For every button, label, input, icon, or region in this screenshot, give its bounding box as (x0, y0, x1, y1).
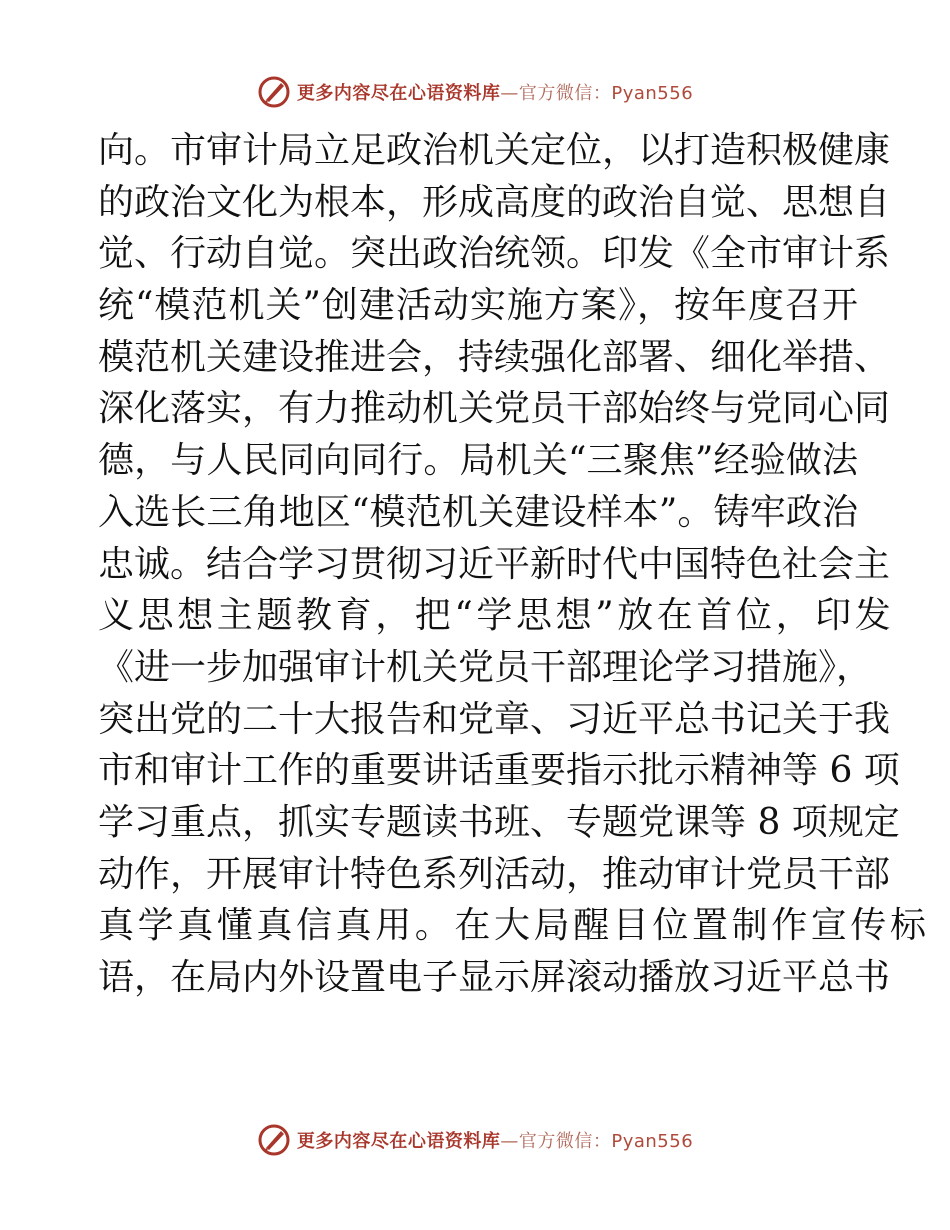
footer-watermark (0, 1120, 950, 1160)
watermark-text (297, 79, 693, 105)
quill-logo-icon (257, 75, 291, 109)
body-line: 语，在局内外设置电子显示屏滚动播放习近平总书 (98, 957, 891, 998)
body-line: 向。市审计局立足政治机关定位，以打造积极健康 (98, 130, 891, 171)
watermark-wechat-id: Pyan556 (611, 1131, 694, 1152)
body-line: 觉、行动自觉。突出政治统领。印发《全市审计系 (98, 233, 891, 275)
body-line: 突出党的二十大报告和党章、习近平总书记关于我 (98, 698, 891, 740)
watermark-separator: —官方微信： (500, 1131, 612, 1152)
body-line: 德，与人民同向同行。局机关“三聚焦”经验做法 (98, 440, 858, 482)
body-line: 模范机关建设推进会，持续强化部署、细化举措、 (98, 336, 891, 378)
quill-logo-icon (257, 1123, 291, 1157)
body-line: 真学真懂真信真用。在大局醒目位置制作宣传标 (98, 905, 930, 947)
watermark-separator: —官方微信： (500, 83, 612, 104)
body-line: 学习重点，抓实专题读书班、专题党课等 8 项规定 (98, 801, 900, 843)
body-line: 《进一步加强审计机关党员干部理论学习措施》， (98, 646, 873, 688)
watermark-main: 更多内容尽在心语资料库 (296, 83, 501, 104)
body-line: 的政治文化为根本，形成高度的政治自觉、思想自 (98, 181, 891, 223)
body-line: 入选长三角地区“模范机关建设样本”。铸牢政治 (98, 491, 858, 533)
body-line: 统“模范机关”创建活动实施方案》，按年度召开 (98, 285, 858, 327)
watermark-wechat-id: Pyan556 (611, 83, 694, 104)
header-watermark (0, 72, 950, 112)
body-line: 深化落实，有力推动机关党员干部始终与党同心同 (98, 388, 891, 430)
body-line: 市和审计工作的重要讲话重要指示批示精神等 6 项 (98, 750, 900, 792)
body-line: 义思想主题教育，把“学思想”放在首位，印发 (98, 595, 895, 637)
body-line: 忠诚。结合学习贯彻习近平新时代中国特色社会主 (98, 543, 891, 585)
watermark-text (297, 1127, 693, 1153)
document-body (98, 125, 930, 1004)
watermark-main: 更多内容尽在心语资料库 (296, 1131, 501, 1152)
body-line: 动作，开展审计特色系列活动，推动审计党员干部 (98, 853, 891, 895)
